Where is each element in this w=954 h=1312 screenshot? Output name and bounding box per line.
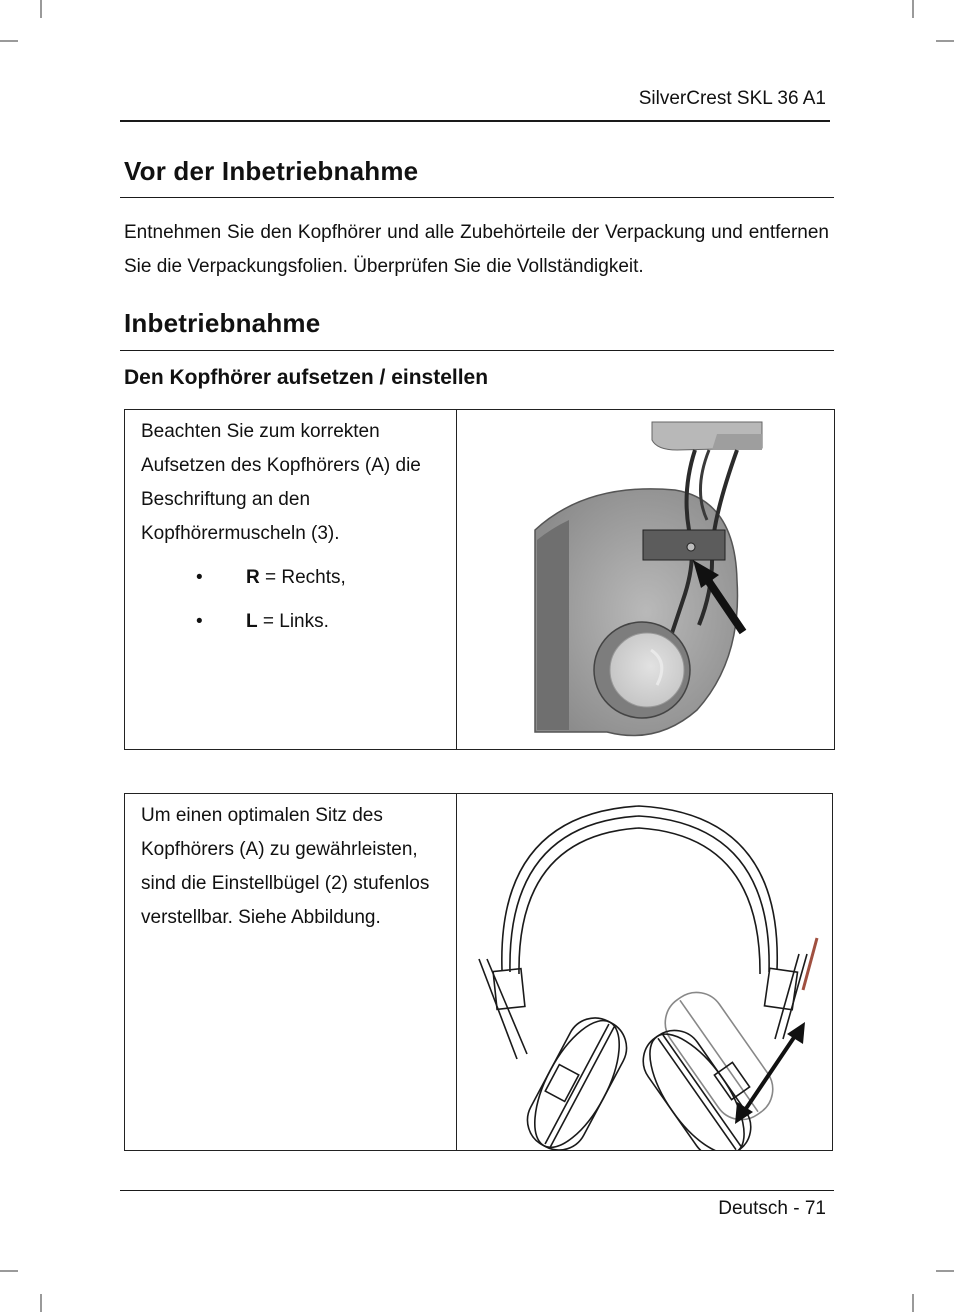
instruction-table-1 [124,409,835,750]
bullet-dot: • [196,611,203,632]
header-model: SilverCrest SKL 36 A1 [638,88,826,109]
bullet-text: = Rechts, [259,567,346,588]
page-number: Deutsch - 71 [718,1198,826,1219]
instruction-table-2 [124,793,833,1151]
bullet-key: L [246,611,258,632]
subsection-title: Den Kopfhörer aufsetzen / einstellen [124,366,489,389]
section-title-before-use: Vor der Inbetriebnahme [124,156,419,186]
figure-cell [457,794,832,1150]
headphone-cup-photo [457,410,835,749]
figure-cell [457,410,834,749]
bullet-key: R [246,567,260,588]
instruction-cell [125,410,457,749]
section-title-operation: Inbetriebnahme [124,308,321,338]
section-rule [120,350,834,351]
before-use-text: Entnehmen Sie den Kopfhörer und alle Zubehörteile der Verpackung und entfernen Sie die Verpackungsfolien. Überprüfen Sie die Vollständigkeit. [124,222,829,277]
bullet-dot: • [196,567,203,588]
instruction-cell [125,794,457,1150]
headphone-adjustment-drawing [457,794,833,1150]
bullet-text: = Links. [257,611,329,632]
header-rule [120,120,830,122]
section-rule [120,197,834,198]
instruction-text: Um einen optimalen Sitz des Kopfhörers (A) zu gewährleisten, sind die Einstellbügel (2) stufenlos verstellbar. Siehe Abbildung. [141,805,430,928]
footer-rule [120,1190,834,1191]
bullet-item [141,605,442,639]
bullet-item [141,561,442,595]
instruction-text: Beachten Sie zum korrekten Aufsetzen des Kopfhörers (A) die Beschriftung an den Kopfhörermuscheln (3). [141,421,421,544]
